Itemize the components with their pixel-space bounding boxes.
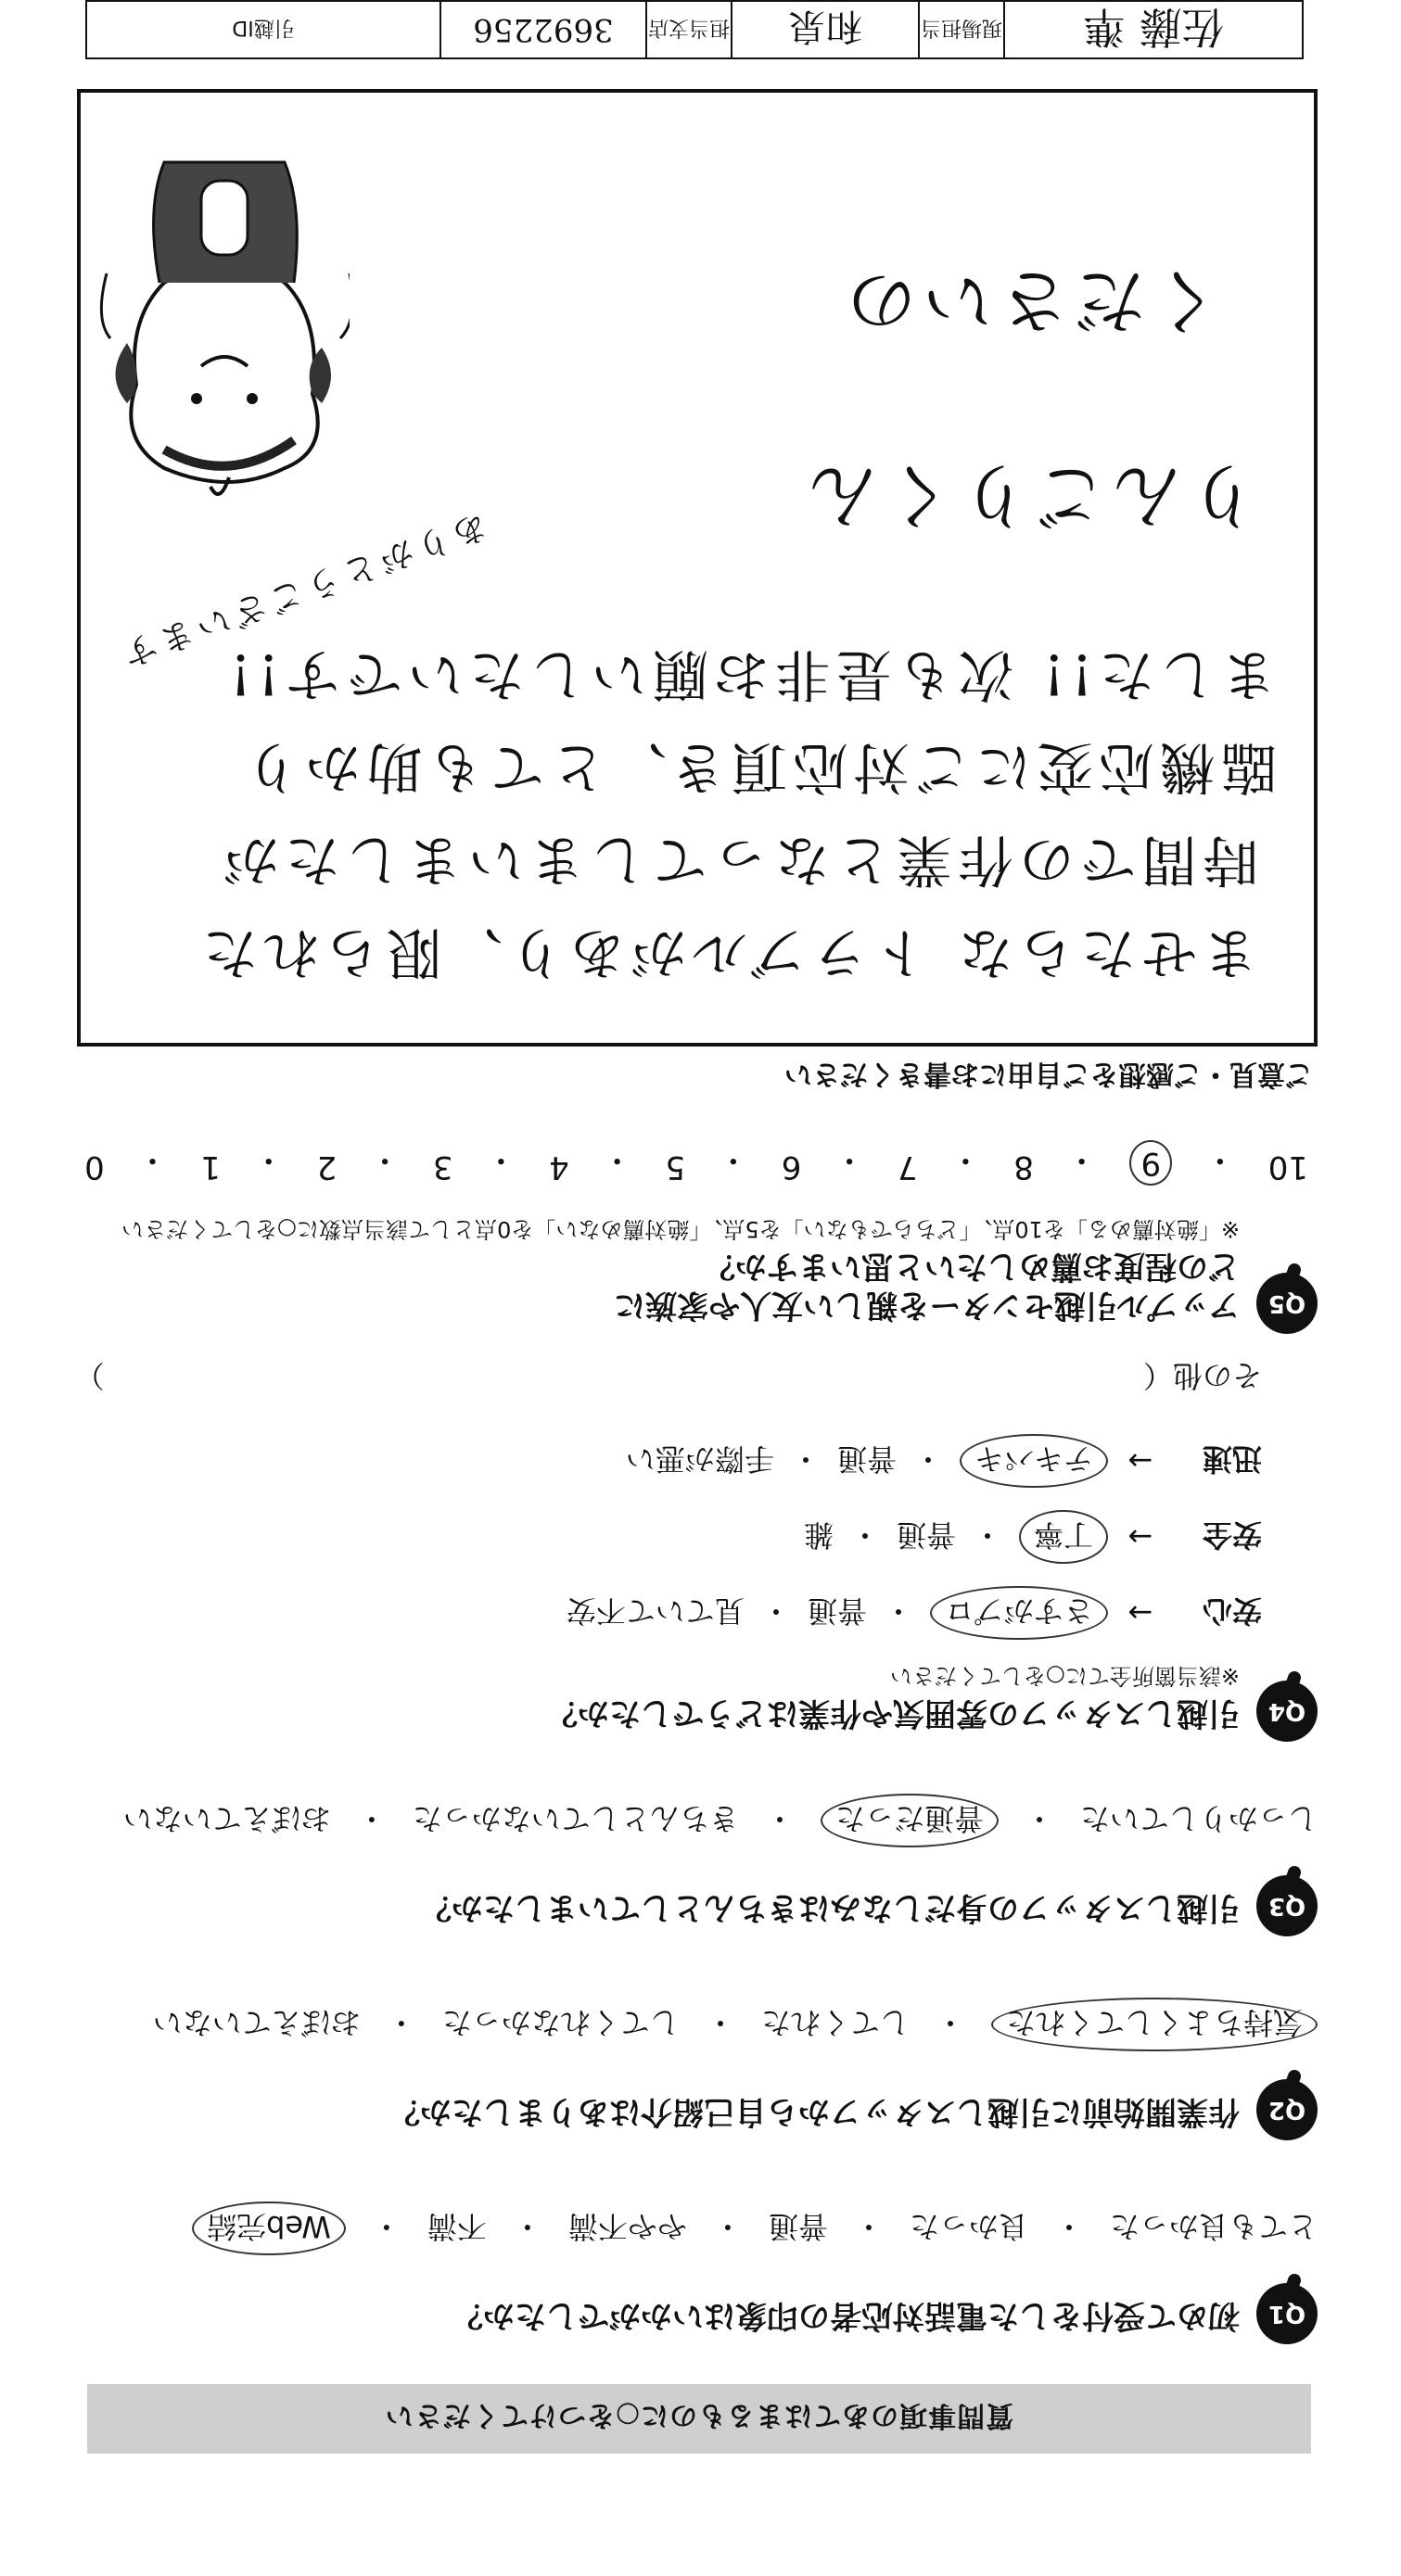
q1-badge: Q1 (1256, 2283, 1318, 2344)
arrow-icon: → (1127, 1519, 1153, 1554)
q1-option[interactable]: 良かった (909, 2209, 1028, 2244)
q4-row-label: 迅速 (1202, 1441, 1262, 1477)
question-5 (38, 1215, 1318, 1334)
q4-option[interactable]: 普通 (896, 1517, 956, 1553)
q1-option[interactable]: とても良かった (1109, 2209, 1318, 2244)
question-4 (38, 1356, 1318, 1742)
scale-value[interactable]: 4 (549, 1148, 569, 1186)
q4-option[interactable]: 手際が悪い (625, 1441, 774, 1477)
handwritten-line: ませたらな トラブルがあり、限られた (197, 920, 1258, 984)
branch-label: 担当支店 (645, 2, 731, 57)
scale-value[interactable]: 3 (432, 1148, 453, 1186)
q3-options: しっかりしていた ・ 普通だった ・ きちんとしていなかった ・ おぼえていない (38, 1794, 1318, 1847)
q5-scale: 10 ・ 9 ・ 8 ・ 7 ・ 6 ・ 5 ・ 4 ・ 3 ・ 2 ・ 1 ・ 0 (84, 1141, 1308, 1186)
q2-option[interactable]: してくれなかった (441, 2005, 680, 2040)
scale-value[interactable]: 5 (665, 1148, 686, 1186)
q1-option[interactable]: 不満 (427, 2209, 487, 2244)
q4-option[interactable]: 見ていて不安 (566, 1593, 745, 1629)
q4-note: ※該当箇所全てに○をしてください (889, 1663, 1240, 1689)
q3-badge: Q3 (1256, 1875, 1318, 1936)
scale-value[interactable]: 8 (1013, 1148, 1034, 1186)
q5-note: ※「絶対薦める」を10点、「どちらでもない」を5点、「絶対薦めない」を0点として該当点数に○をしてください (121, 1216, 1240, 1242)
instructions-band: 質問事項のあてはまるものに○をつけてください (87, 2384, 1311, 2454)
q3-option[interactable]: おぼえていない (122, 1801, 331, 1836)
q1-text: 初めて受付をした電話対応者の印象はいかがでしたか？ (452, 2297, 1240, 2334)
comment-box[interactable] (77, 89, 1318, 1047)
q1-option-selected[interactable]: Web完結 (192, 2202, 346, 2255)
q2-option[interactable]: してくれた (760, 2005, 910, 2040)
scale-value[interactable]: 2 (316, 1148, 338, 1186)
arrow-icon: → (1127, 1595, 1153, 1631)
id-value: 3692256 (439, 2, 645, 57)
q4-option-selected[interactable]: 丁寧 (1019, 1510, 1108, 1564)
q3-option[interactable]: きちんとしていなかった (412, 1801, 739, 1836)
arrow-icon: → (1127, 1443, 1153, 1478)
q4-row-label: 安心 (1202, 1593, 1262, 1629)
q4-other[interactable] (38, 1356, 1262, 1399)
question-2 (38, 1998, 1318, 2140)
scale-value[interactable]: 6 (781, 1148, 802, 1186)
q4-badge: Q4 (1256, 1681, 1318, 1742)
q4-row-jinsoku: 迅速 → テキパキ ・ 普通 ・ 手際が悪い (38, 1434, 1262, 1488)
staff-value: 佐藤 準 (1003, 2, 1302, 57)
comment-label: ご意見・ご感想をご自由にお書きください (784, 1058, 1313, 1090)
q1-option[interactable]: やや不満 (567, 2209, 687, 2244)
handwritten-line: 臨機応変にご対応頂き、とても助かり (238, 734, 1277, 799)
handwritten-line: ました!! 次も是非お願いしたいです!! (223, 641, 1277, 706)
handwritten-line: 時間での作業となってしまいましたが (218, 827, 1258, 892)
q5-badge: Q5 (1256, 1273, 1318, 1334)
q5-text-line1: アップル引越センターを親しい友人や家族に (614, 1287, 1240, 1324)
q3-option-selected[interactable]: 普通だった (821, 1794, 999, 1847)
mascot-doodle (99, 134, 350, 505)
scale-value[interactable]: 1 (200, 1148, 221, 1186)
q3-option[interactable]: しっかりしていた (1079, 1801, 1318, 1836)
q2-option[interactable]: おぼえていない (152, 2005, 361, 2040)
q4-row-label: 安全 (1202, 1517, 1262, 1553)
q4-option-selected[interactable]: テキパキ (960, 1434, 1108, 1488)
question-1 (38, 2202, 1318, 2344)
q4-other-close: ） (74, 1358, 105, 1393)
scale-value[interactable]: 7 (897, 1148, 918, 1186)
q2-option-selected[interactable]: 気持ちよくしてくれた (991, 1998, 1318, 2051)
q1-options: とても良かった ・ 良かった ・ 普通 ・ やや不満 ・ 不満 ・ Web完結 (38, 2202, 1318, 2255)
q4-other-label: その他（ (1142, 1358, 1262, 1393)
q4-row-anshin: 安心 → さすがプロ ・ 普通 ・ 見ていて不安 (38, 1586, 1262, 1640)
scale-value-selected[interactable]: 9 (1129, 1140, 1172, 1186)
branch-value: 和泉 (731, 2, 918, 57)
handwritten-line: りんごりくん (802, 454, 1258, 537)
q1-option[interactable]: 普通 (768, 2209, 828, 2244)
footer-record (85, 0, 1304, 59)
q4-option-selected[interactable]: さすがプロ (930, 1586, 1108, 1640)
q2-text: 作業開始前に引越しスタッフから自己紹介はありましたか？ (388, 2093, 1240, 2130)
scale-value[interactable]: 0 (84, 1148, 105, 1186)
staff-label: 現場担当 (918, 2, 1003, 57)
q4-option[interactable]: 普通 (807, 1593, 867, 1629)
q2-badge: Q2 (1256, 2079, 1318, 2140)
q4-row-anzen: 安全 → 丁寧 ・ 普通 ・ 雑 (38, 1510, 1262, 1564)
q3-text: 引越しスタッフの身だしなみはきちんとしていましたか？ (420, 1889, 1240, 1926)
handwritten-line: くださいの (841, 260, 1221, 342)
scale-value[interactable]: 10 (1267, 1148, 1308, 1186)
handwritten-line: ありがとうございます (112, 505, 492, 675)
q4-option[interactable]: 普通 (836, 1441, 897, 1477)
id-label: 引越ID (232, 16, 295, 40)
question-3 (38, 1794, 1318, 1936)
q4-text: 引越しスタッフの雰囲気や作業はどうでしたか？ (546, 1694, 1240, 1732)
q5-text-line2: どの程度お薦めしたいと思いますか？ (704, 1248, 1240, 1285)
q2-options: 気持ちよくしてくれた ・ してくれた ・ してくれなかった ・ おぼえていない (38, 1998, 1318, 2051)
q4-option[interactable]: 雑 (803, 1517, 834, 1553)
